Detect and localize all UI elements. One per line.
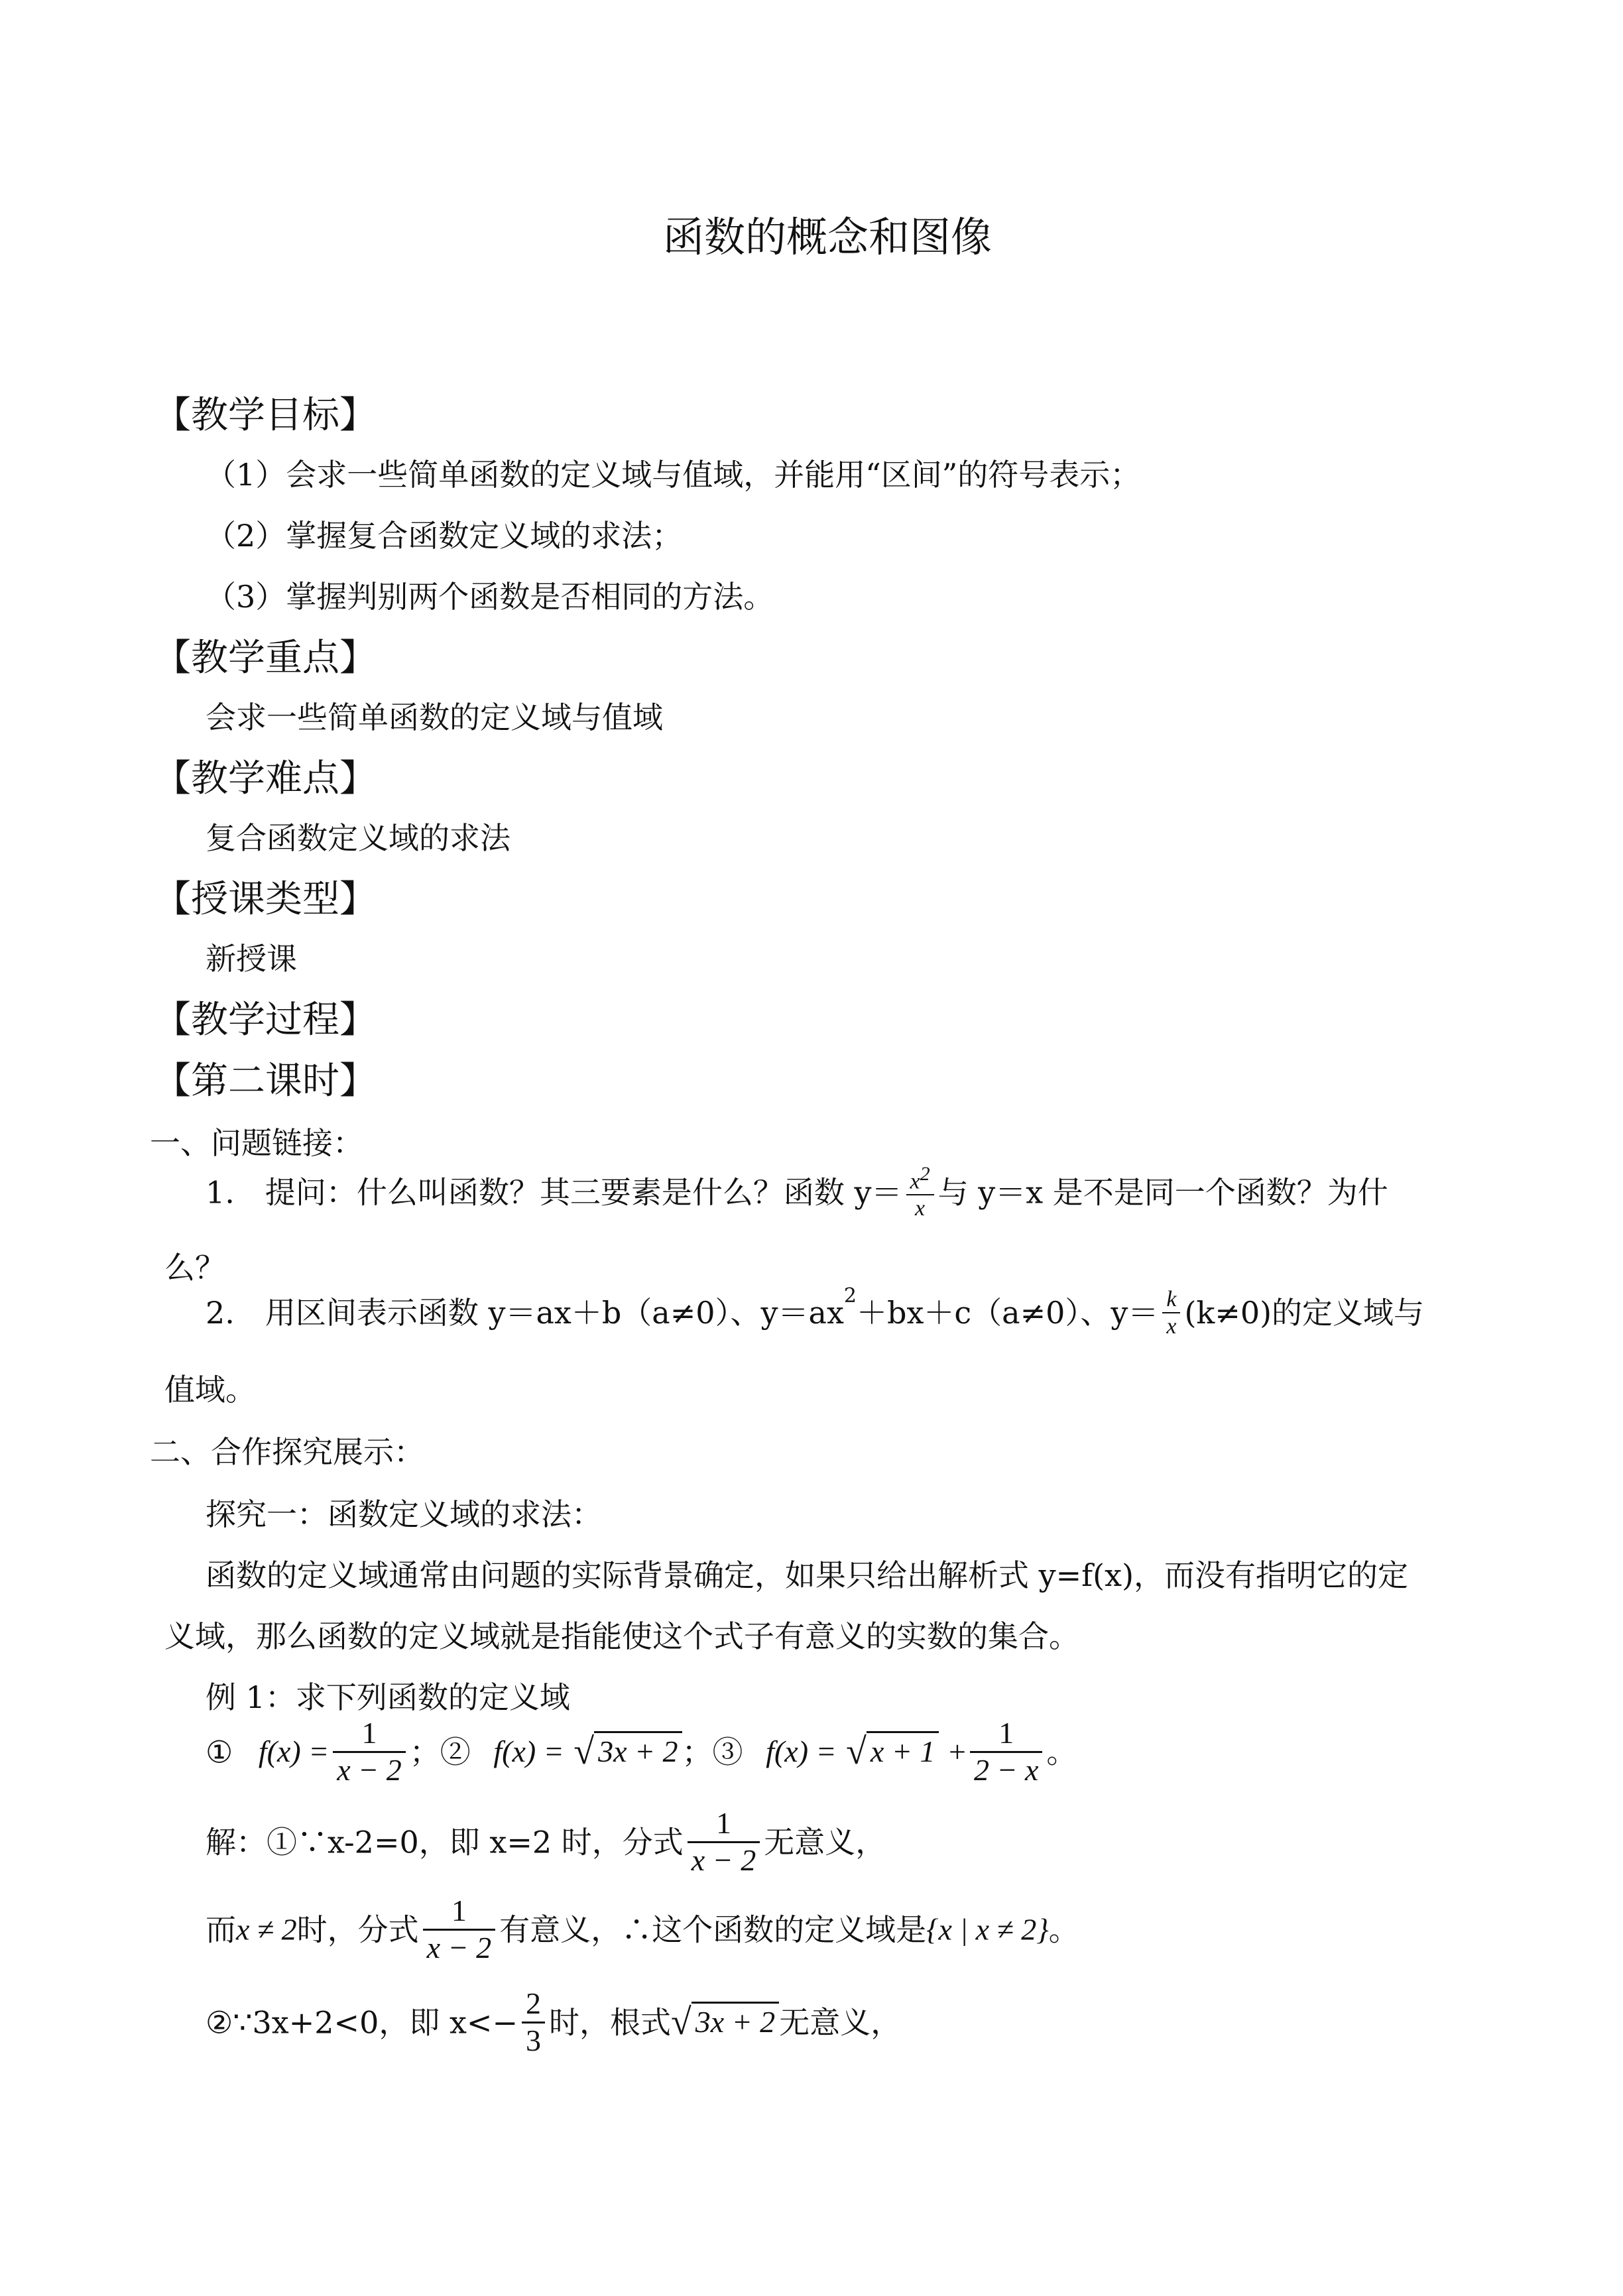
formula-lhs: f(x) = [258, 1734, 330, 1769]
fraction-denominator: 2 − x [973, 1752, 1039, 1787]
question-2-prefix: 2. 用区间表示函数 y＝ax＋b（a≠0）、y＝ax [206, 1295, 844, 1331]
lesson-type-text: 新授课 [206, 941, 297, 977]
part1-heading: 一、问题链接： [150, 1125, 363, 1161]
fraction-1-over-x-minus-2 [688, 1806, 760, 1878]
heading-lesson-type: 【授课类型】 [154, 878, 377, 921]
fraction-numerator: 2 [522, 1986, 545, 2024]
question-2-mid: ＋bx＋c（a≠0）、y＝ [857, 1295, 1159, 1331]
fraction-numerator: k [1162, 1286, 1180, 1313]
question-2-line: 2. 用区间表示函数 y＝ax＋b（a≠0）、$y=ax^2+bx+c(a\ne 0)$、y＝ $\frac{k}{x}$ (k≠0)的定义域与 [206, 1284, 1425, 1339]
fraction-numerator: 1 [688, 1806, 760, 1843]
solution-2-prefix: 而 [206, 1911, 236, 1948]
question-2-suffix: (k≠0)的定义域与 [1184, 1295, 1425, 1331]
question-1-line2: 么？ [164, 1250, 225, 1286]
fraction-denominator: x − 2 [426, 1930, 492, 1964]
objective-item: （2）掌握复合函数定义域的求法； [206, 518, 683, 554]
fraction-1-over-x-minus-2 [423, 1894, 495, 1966]
sqrt-3x-plus-2: √ 3x + 2 [671, 2004, 779, 2041]
key-points-text: 会求一些简单函数的定义域与值域 [206, 699, 663, 735]
heading-process: 【教学过程】 [154, 998, 377, 1042]
sentence-end: 。 [1048, 1911, 1079, 1948]
part2-heading: 二、合作探究展示： [150, 1434, 424, 1470]
heading-objectives: 【教学目标】 [154, 394, 377, 437]
solution-3-mid: 时，根式 [548, 2004, 671, 2041]
example-1-title: 例 1：求下列函数的定义域 [206, 1679, 570, 1715]
heading-difficulties: 【教学难点】 [154, 757, 377, 800]
sqrt-x-plus-1: √ x + 1 [846, 1733, 939, 1770]
question-1-suffix: 与 y＝x 是不是同一个函数？为什 [937, 1174, 1388, 1211]
heading-second-class: 【第二课时】 [154, 1059, 377, 1103]
question-1-line [206, 1163, 1388, 1222]
solution-1-prefix: 解：①∵x-2=0，即 x=2 时，分式 [206, 1824, 684, 1860]
fraction-numerator: x2 [906, 1163, 934, 1195]
solution-2-mid: 时，分式 [296, 1911, 419, 1948]
solution-2-mid2: 有意义，∴这个函数的定义域是 [499, 1911, 927, 1948]
explore-1-heading: 探究一：函数定义域的求法： [206, 1496, 602, 1532]
paragraph-line: 函数的定义域通常由问题的实际背景确定，如果只给出解析式 y=f(x)，而没有指明它的定 [206, 1557, 1409, 1593]
separator: ；③ [682, 1734, 743, 1770]
fraction-denominator: x − 2 [691, 1843, 756, 1877]
formula-lhs: f(x) = [766, 1734, 837, 1769]
fraction-numerator: 1 [423, 1894, 495, 1931]
page-title: 函数的概念和图像 [663, 213, 992, 261]
example-1-formulas [206, 1716, 1077, 1788]
solution-line-3 [206, 1986, 901, 2059]
condition-expression: x ≠ 2 [236, 1912, 297, 1947]
sentence-end: 。 [1046, 1734, 1077, 1770]
fraction-denominator: 3 [525, 2023, 541, 2057]
fraction-k-over-x [1162, 1286, 1180, 1339]
solution-line-2 [206, 1894, 1079, 1966]
plus-sign: + [949, 1734, 966, 1769]
fraction-numerator: 1 [333, 1716, 405, 1753]
solution-1-suffix: 无意义， [764, 1824, 886, 1860]
fraction-numerator: 1 [970, 1716, 1042, 1753]
fraction-denominator: x − 2 [337, 1752, 402, 1787]
fraction-denominator: x [915, 1196, 926, 1221]
solution-3-prefix: ②∵3x+2<0，即 x<− [206, 2004, 518, 2041]
question-1-prefix: 1. 提问：什么叫函数？其三要素是什么？函数 y＝ [206, 1174, 902, 1211]
paragraph-line: 义域，那么函数的定义域就是指能使这个式子有意义的实数的集合。 [164, 1618, 1079, 1654]
separator: ；② [409, 1734, 471, 1770]
item-label: ① [206, 1734, 233, 1770]
solution-3-suffix: 无意义， [779, 2004, 902, 2041]
fraction-1-over-2-minus-x [970, 1716, 1042, 1788]
fraction-denominator: x [1166, 1314, 1177, 1339]
fraction-1-over-x-minus-2 [333, 1716, 405, 1788]
objective-item: （1）会求一些简单函数的定义域与值域，并能用“区间”的符号表示； [206, 457, 1141, 493]
sqrt-3x-plus-2: √ 3x + 2 [573, 1733, 682, 1770]
objective-item: （3）掌握判别两个函数是否相同的方法。 [206, 579, 774, 615]
formula-lhs: f(x) = [493, 1734, 564, 1769]
heading-key-points: 【教学重点】 [154, 636, 377, 680]
fraction-x2-over-x [906, 1163, 934, 1222]
question-2-line2: 值域。 [164, 1372, 256, 1408]
fraction-2-over-3 [522, 1986, 545, 2059]
difficulties-text: 复合函数定义域的求法 [206, 820, 511, 856]
solution-line-1 [206, 1806, 886, 1878]
domain-set: {x | x ≠ 2} [926, 1912, 1049, 1947]
